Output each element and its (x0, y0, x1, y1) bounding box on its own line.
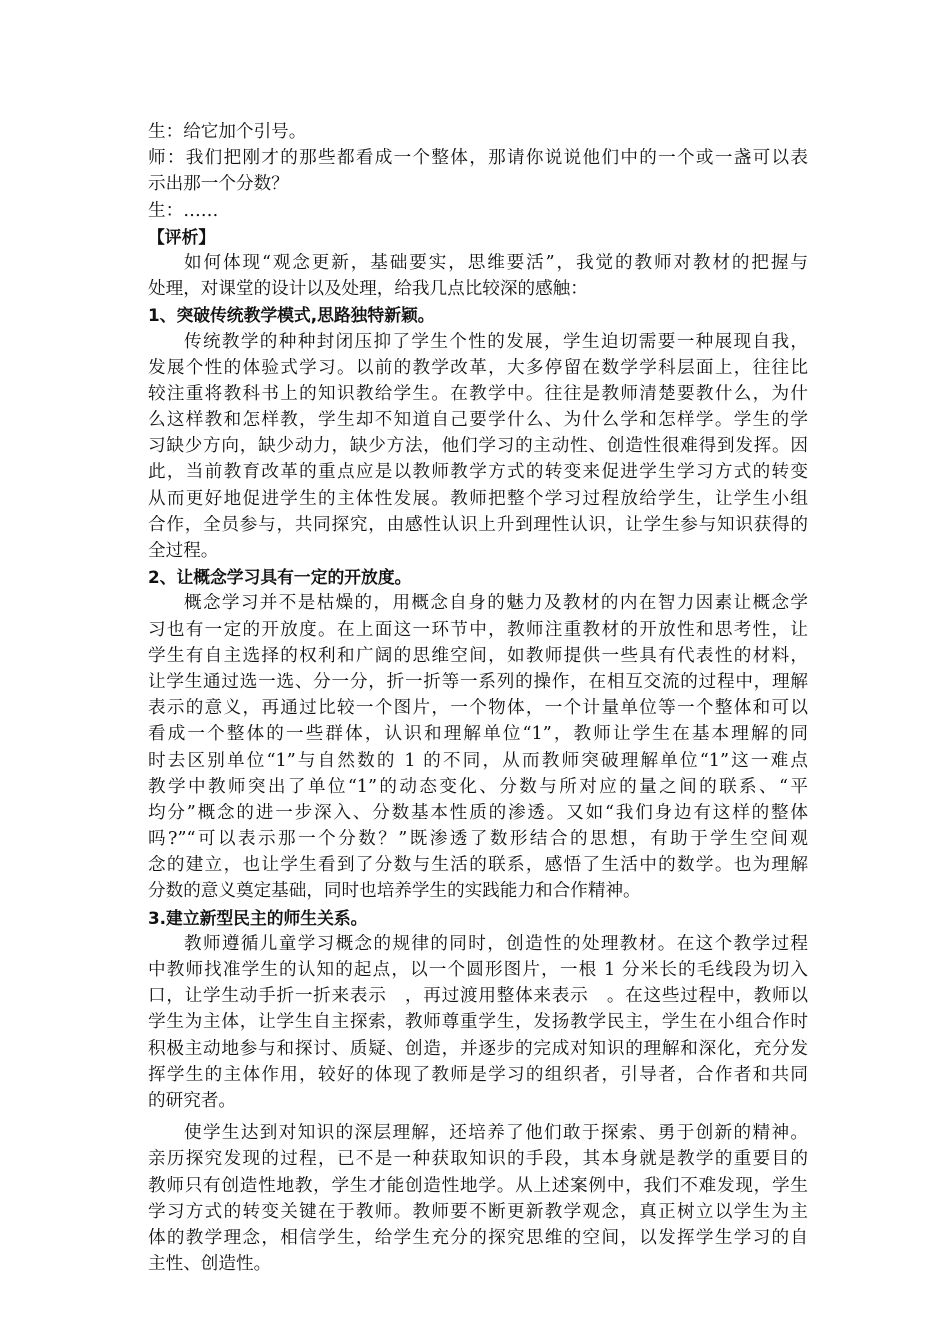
paragraph-line: 从而更好地促进学生的主体性发展。教师把整个学习过程放给学生，让学生小组 (148, 488, 808, 509)
paragraph-line: 概念学习并不是枯燥的，用概念自身的魅力及教材的内在智力因素让概念学 (184, 593, 808, 614)
section-heading: 2、让概念学习具有一定的开放度。 (148, 567, 412, 588)
paragraph-line: 主性、创造性。 (148, 1254, 272, 1275)
paragraph-line: 吗?”“可以表示那一个分数？”既渗透了数形结合的思想，有助于学生空间观 (148, 829, 808, 850)
paragraph-line: 如何体现“观念更新，基础要实，思维要活”，我觉的教师对教材的把握与 (184, 252, 808, 273)
paragraph-line: 使学生达到对知识的深层理解，还培养了他们敢于探索、勇于创新的精神。 (184, 1123, 808, 1144)
section-heading: 3.建立新型民主的师生关系。 (148, 907, 368, 928)
paragraph-line: 看成一个整体的一些群体，认识和理解单位“1”，教师让学生在基本理解的同 (148, 724, 808, 745)
paragraph-line: 挥学生的主体作用，较好的体现了教师是学习的组织者，引导者，合作者和共同 (148, 1064, 808, 1085)
paragraph-line: 传统教学的种种封闭压抑了学生个性的发展，学生迫切需要一种展现自我， (184, 331, 808, 352)
paragraph-line: 么这样教和怎样教，学生却不知道自己要学什么、为什么学和怎样学。学生的学 (148, 410, 808, 431)
section-heading: 1、突破传统教学模式,思路独特新颖。 (148, 305, 435, 326)
paragraph-line: 发展个性的体验式学习。以前的教学改革，大多停留在数学学科层面上，往往比 (148, 357, 808, 378)
paragraph-line: 教师只有创造性地教，学生才能创造性地学。从上述案例中，我们不难发现，学生 (148, 1175, 808, 1196)
paragraph-line: 亲历探究发现的过程，已不是一种获取知识的手段，其本身就是教学的重要目的 (148, 1149, 808, 1170)
paragraph-line: 让学生通过选一选、分一分，折一折等一系列的操作，在相互交流的过程中，理解 (148, 671, 808, 692)
paragraph-line: 口，让学生动手折一折来表示 ，再过渡用整体来表示 。在这些过程中，教师以 (148, 986, 808, 1007)
paragraph-line: 表示的意义，再通过比较一个图片，一个物体，一个计量单位等一个整体和可以 (148, 698, 808, 719)
review-title: 【评析】 (148, 226, 216, 247)
paragraph-line: 教学中教师突出了单位“1”的动态变化、分数与所对应的量之间的联系、“平 (148, 776, 808, 797)
paragraph-line: 念的建立，也让学生看到了分数与生活的联系，感悟了生活中的数学。也为理解 (148, 855, 808, 876)
document-body (148, 119, 808, 1277)
paragraph-line: 体的教学理念，相信学生，给学生充分的探究思维的空间，以发挥学生学习的自 (148, 1227, 808, 1248)
paragraph-line: 此，当前教育改革的重点应是以教师教学方式的转变来促进学生学习方式的转变 (148, 462, 808, 483)
dialogue-line: 示出那一个分数？ (148, 174, 289, 195)
paragraph-line: 习也有一定的开放度。在上面这一环节中，教师注重教材的开放性和思考性，让 (148, 619, 808, 640)
dialogue-line: 生：给它加个引号。 (148, 122, 307, 142)
dialogue-line: 生：…… (148, 200, 219, 221)
dialogue-line: 师：我们把刚才的那些都看成一个整体，那请你说说他们中的一个或一盏可以表 (148, 148, 808, 169)
paragraph-line: 均分”概念的进一步深入、分数基本性质的渗透。又如“我们身边有这样的整体 (148, 802, 808, 823)
paragraph-line: 分数的意义奠定基础，同时也培养学生的实践能力和合作精神。 (148, 881, 641, 902)
paragraph-line: 积极主动地参与和探讨、质疑、创造，并逐步的完成对知识的理解和深化，充分发 (148, 1038, 808, 1059)
paragraph-line: 时去区别单位“1”与自然数的 1 的不同，从而教师突破理解单位“1”这一难点 (148, 750, 808, 771)
paragraph-line: 学生有自主选择的权利和广阔的思维空间，如教师提供一些具有代表性的材料， (148, 645, 808, 666)
paragraph-line: 合作，全员参与，共同探究，由感性认识上升到理性认识，让学生参与知识获得的 (148, 514, 808, 535)
paragraph-line: 学习方式的转变关键在于教师。教师要不断更新教学观念，真正树立以学生为主 (148, 1201, 808, 1222)
paragraph-line: 习缺少方向，缺少动力，缺少方法，他们学习的主动性、创造性很难得到发挥。因 (148, 436, 808, 457)
paragraph-line: 的研究者。 (148, 1090, 236, 1111)
paragraph-line: 教师遵循儿童学习概念的规律的同时，创造性的处理教材。在这个教学过程 (184, 933, 808, 954)
paragraph-line: 学生为主体，让学生自主探索，教师尊重学生，发扬教学民主，学生在小组合作时 (148, 1012, 808, 1033)
paragraph-line: 全过程。 (148, 541, 219, 561)
paragraph-line: 处理，对课堂的设计以及处理，给我几点比较深的感触： (148, 279, 588, 300)
paragraph-line: 中教师找准学生的认知的起点，以一个圆形图片，一根 1 分米长的毛线段为切入 (148, 960, 808, 980)
paragraph-line: 较注重将教科书上的知识教给学生。在教学中。往往是教师清楚要教什么，为什 (148, 383, 808, 404)
